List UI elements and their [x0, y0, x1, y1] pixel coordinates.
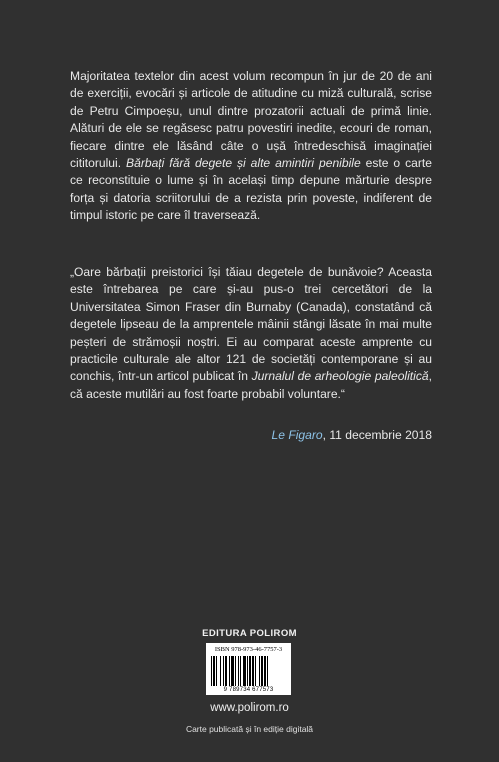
source-publication: Le Figaro — [271, 428, 323, 442]
quote-source — [272, 428, 432, 442]
digital-edition-note: Carte publicată și în ediție digitală — [185, 724, 314, 734]
quote-text: „Oare bărbații preistorici își tăiau degetele de bunăvoie? Aceasta este întrebarea pe care și-au pus-o trei cercetători de la Universitatea Simon Fraser din Burnaby (Canada), constatând că degetele lipseau de la amprentele mâinii stângi lăsate în mai multe peșteri de strămoșii noștri. Ei au comparat aceste amprente cu practicile culturale ale altor 121 de societăți contemporane și au conchis, într-un articol publicat în — [70, 265, 432, 384]
barcode-digits: 9 789734 677573 — [223, 687, 274, 693]
source-date: , 11 decembrie 2018 — [322, 428, 432, 442]
publisher-name: EDITURA POLIROM — [202, 628, 297, 639]
book-description — [70, 68, 432, 225]
quote-text-end: , că aceste mutilări au fost foarte probabil voluntare.“ — [70, 369, 433, 401]
press-quote — [70, 264, 432, 403]
description-text-end: este o carte ce reconstituie o lume și în același timp depune mărturie despre forța și datoria scriitorului de a rezista prin poveste, indiferent de timpul istoric pe care îl traversează. — [70, 156, 432, 223]
barcode-icon — [210, 656, 287, 686]
barcode-block — [206, 643, 291, 695]
isbn: ISBN 978-973-46-7757-3 — [214, 646, 283, 653]
book-title-italic: Bărbați fără degete și alte amintiri penibile — [126, 156, 361, 171]
journal-title-italic: Jurnalul de arheologie paleolitică — [251, 369, 429, 384]
description-text: Majoritatea textelor din acest volum recompun în jur de 20 de ani de exerciții, evocări și articole de atitudine cu miză culturală, scrise de Petru Cimpoeșu, unul dintre prozatorii actuali de primă linie. Alături de ele se regăsesc patru povestiri inedite, ecouri de roman, fiecare dintre ele lăsând câte o ușă întredeschisă imaginației cititorului. — [70, 69, 432, 171]
publisher-website: www.polirom.ro — [210, 702, 289, 714]
